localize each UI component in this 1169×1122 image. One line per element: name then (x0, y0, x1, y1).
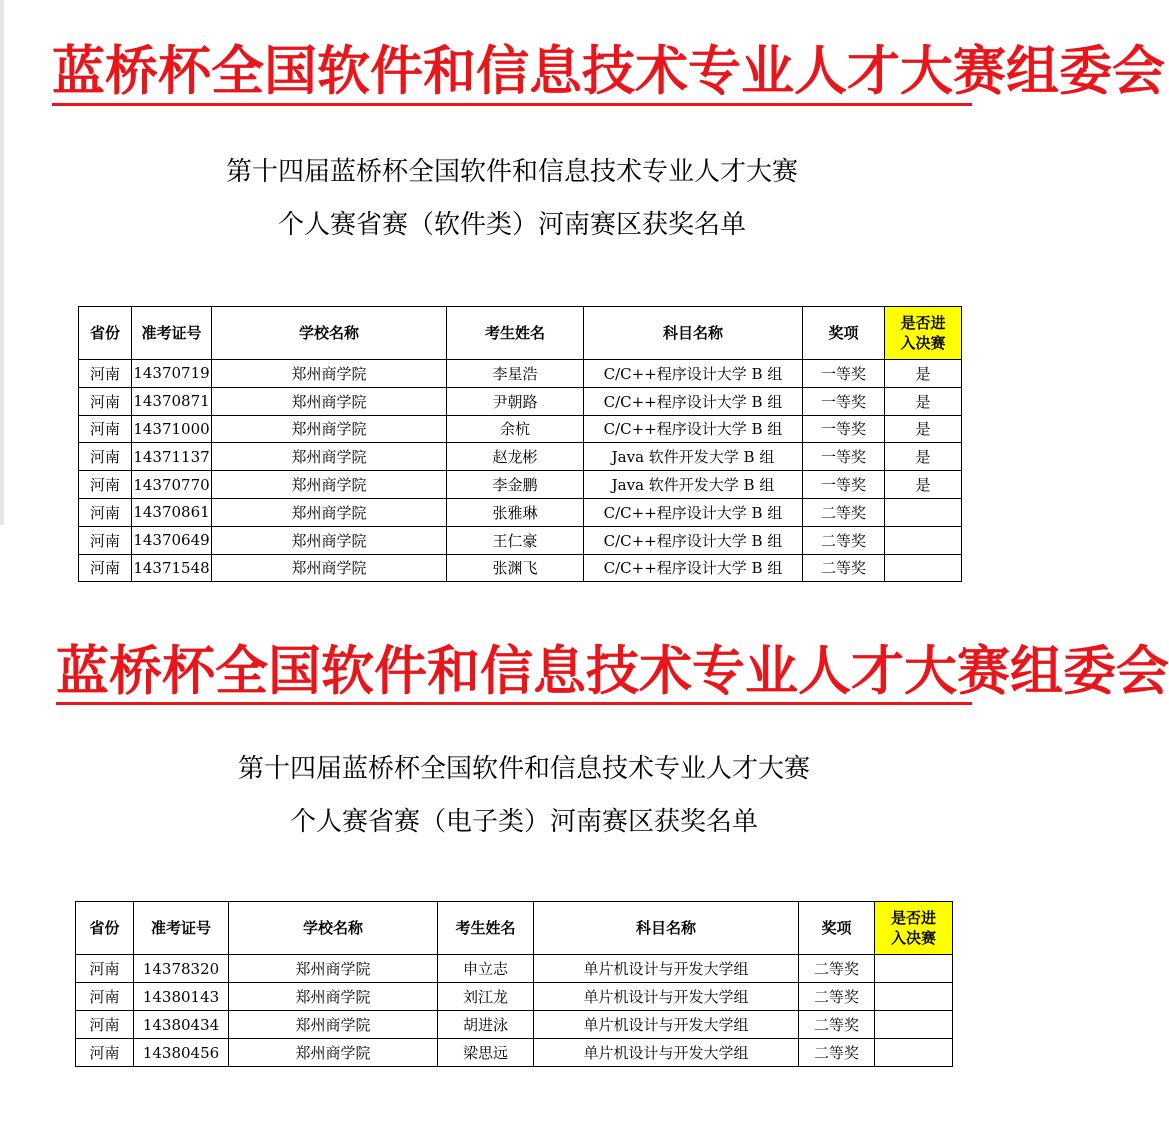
header-award: 奖项 (799, 902, 875, 955)
cell-ticket-number: 14380456 (134, 1039, 229, 1067)
document-title-line2: 个人赛省赛（软件类）河南赛区获奖名单 (277, 210, 746, 240)
awards-table (75, 901, 953, 1067)
cell-subject: C/C++程序设计大学 B 组 (584, 360, 803, 388)
cell-school: 郑州商学院 (212, 554, 447, 582)
cell-province: 河南 (79, 360, 132, 388)
table-row (76, 955, 953, 983)
cell-student-name: 胡进泳 (438, 1011, 534, 1039)
cell-province: 河南 (76, 1039, 134, 1067)
header-finals-line2: 入决赛 (900, 334, 946, 352)
cell-award: 一等奖 (803, 387, 885, 415)
cell-province: 河南 (79, 471, 132, 499)
banner-underline (56, 702, 972, 705)
table-row (79, 471, 962, 499)
cell-school: 郑州商学院 (229, 1039, 438, 1067)
cell-ticket-number: 14371000 (132, 415, 212, 443)
cell-province: 河南 (79, 526, 132, 554)
cell-student-name: 王仁豪 (447, 526, 584, 554)
cell-province: 河南 (79, 554, 132, 582)
cell-ticket-number: 14371137 (132, 443, 212, 471)
cell-finals (875, 1039, 953, 1067)
cell-school: 郑州商学院 (212, 387, 447, 415)
cell-school: 郑州商学院 (229, 1011, 438, 1039)
table-row (79, 554, 962, 582)
cell-subject: 单片机设计与开发大学组 (534, 983, 799, 1011)
cell-ticket-number: 14378320 (134, 955, 229, 983)
cell-student-name: 李星浩 (447, 360, 584, 388)
cell-subject: 单片机设计与开发大学组 (534, 955, 799, 983)
cell-school: 郑州商学院 (229, 955, 438, 983)
awards-table (78, 306, 962, 582)
table-body (76, 955, 953, 1067)
header-school: 学校名称 (212, 307, 447, 360)
cell-ticket-number: 14370719 (132, 360, 212, 388)
header-subject: 科目名称 (584, 307, 803, 360)
cell-ticket-number: 14380143 (134, 983, 229, 1011)
cell-province: 河南 (79, 498, 132, 526)
cell-award: 一等奖 (803, 471, 885, 499)
cell-student-name: 申立志 (438, 955, 534, 983)
cell-award: 二等奖 (803, 554, 885, 582)
cell-finals: 是 (885, 471, 962, 499)
cell-finals (885, 554, 962, 582)
cell-province: 河南 (79, 387, 132, 415)
header-province: 省份 (79, 307, 132, 360)
table-header-row (76, 902, 953, 955)
table-header-row (79, 307, 962, 360)
table-row (79, 443, 962, 471)
document-title-line2: 个人赛省赛（电子类）河南赛区获奖名单 (289, 807, 758, 837)
cell-ticket-number: 14371548 (132, 554, 212, 582)
document-title-line1: 第十四届蓝桥杯全国软件和信息技术专业人才大赛 (225, 157, 798, 187)
cell-ticket-number: 14370649 (132, 526, 212, 554)
cell-school: 郑州商学院 (212, 471, 447, 499)
header-student-name: 考生姓名 (438, 902, 534, 955)
cell-ticket-number: 14380434 (134, 1011, 229, 1039)
cell-school: 郑州商学院 (212, 415, 447, 443)
cell-award: 一等奖 (803, 443, 885, 471)
header-finals-line1: 是否进 (900, 314, 946, 332)
table-row (79, 360, 962, 388)
table-row (79, 526, 962, 554)
cell-province: 河南 (79, 443, 132, 471)
cell-finals (875, 1011, 953, 1039)
cell-school: 郑州商学院 (212, 443, 447, 471)
cell-award: 二等奖 (799, 1011, 875, 1039)
header-ticket-number: 准考证号 (134, 902, 229, 955)
cell-finals (875, 955, 953, 983)
cell-award: 二等奖 (799, 1039, 875, 1067)
table-row (76, 1011, 953, 1039)
cell-province: 河南 (76, 955, 134, 983)
cell-subject: C/C++程序设计大学 B 组 (584, 498, 803, 526)
header-finals (875, 902, 953, 955)
table-row (79, 498, 962, 526)
cell-subject: C/C++程序设计大学 B 组 (584, 387, 803, 415)
header-finals-line2: 入决赛 (890, 929, 936, 947)
cell-finals (875, 983, 953, 1011)
cell-student-name: 张渊飞 (447, 554, 584, 582)
cell-student-name: 张雅琳 (447, 498, 584, 526)
cell-subject: Java 软件开发大学 B 组 (584, 471, 803, 499)
header-subject: 科目名称 (534, 902, 799, 955)
organizer-banner: 蓝桥杯全国软件和信息技术专业人才大赛组委会 (56, 640, 1169, 702)
cell-school: 郑州商学院 (229, 983, 438, 1011)
cell-ticket-number: 14370770 (132, 471, 212, 499)
cell-ticket-number: 14370871 (132, 387, 212, 415)
table-row (76, 983, 953, 1011)
cell-ticket-number: 14370861 (132, 498, 212, 526)
header-province: 省份 (76, 902, 134, 955)
cell-school: 郑州商学院 (212, 360, 447, 388)
cell-student-name: 赵龙彬 (447, 443, 584, 471)
cell-subject: 单片机设计与开发大学组 (534, 1039, 799, 1067)
header-student-name: 考生姓名 (447, 307, 584, 360)
cell-subject: C/C++程序设计大学 B 组 (584, 415, 803, 443)
table-body (79, 360, 962, 582)
cell-award: 一等奖 (803, 360, 885, 388)
cell-finals: 是 (885, 415, 962, 443)
page-edge-shadow (0, 0, 4, 525)
cell-finals (885, 498, 962, 526)
cell-award: 二等奖 (799, 983, 875, 1011)
cell-student-name: 梁思远 (438, 1039, 534, 1067)
cell-finals: 是 (885, 387, 962, 415)
table-row (79, 387, 962, 415)
cell-award: 二等奖 (803, 498, 885, 526)
cell-student-name: 刘江龙 (438, 983, 534, 1011)
header-ticket-number: 准考证号 (132, 307, 212, 360)
cell-subject: C/C++程序设计大学 B 组 (584, 554, 803, 582)
header-school: 学校名称 (229, 902, 438, 955)
cell-school: 郑州商学院 (212, 526, 447, 554)
cell-province: 河南 (76, 1011, 134, 1039)
cell-province: 河南 (79, 415, 132, 443)
cell-student-name: 余杭 (447, 415, 584, 443)
document-title-line1: 第十四届蓝桥杯全国软件和信息技术专业人才大赛 (237, 754, 810, 784)
cell-award: 二等奖 (799, 955, 875, 983)
banner-underline (52, 103, 972, 106)
table-row (76, 1039, 953, 1067)
cell-subject: C/C++程序设计大学 B 组 (584, 526, 803, 554)
cell-finals: 是 (885, 360, 962, 388)
table-row (79, 415, 962, 443)
cell-finals: 是 (885, 443, 962, 471)
organizer-banner: 蓝桥杯全国软件和信息技术专业人才大赛组委会 (52, 40, 1165, 102)
cell-student-name: 李金鹏 (447, 471, 584, 499)
cell-subject: Java 软件开发大学 B 组 (584, 443, 803, 471)
cell-subject: 单片机设计与开发大学组 (534, 1011, 799, 1039)
cell-province: 河南 (76, 983, 134, 1011)
cell-student-name: 尹朝路 (447, 387, 584, 415)
cell-finals (885, 526, 962, 554)
header-award: 奖项 (803, 307, 885, 360)
header-finals-line1: 是否进 (890, 909, 936, 927)
cell-award: 一等奖 (803, 415, 885, 443)
cell-award: 二等奖 (803, 526, 885, 554)
cell-school: 郑州商学院 (212, 498, 447, 526)
header-finals (885, 307, 962, 360)
